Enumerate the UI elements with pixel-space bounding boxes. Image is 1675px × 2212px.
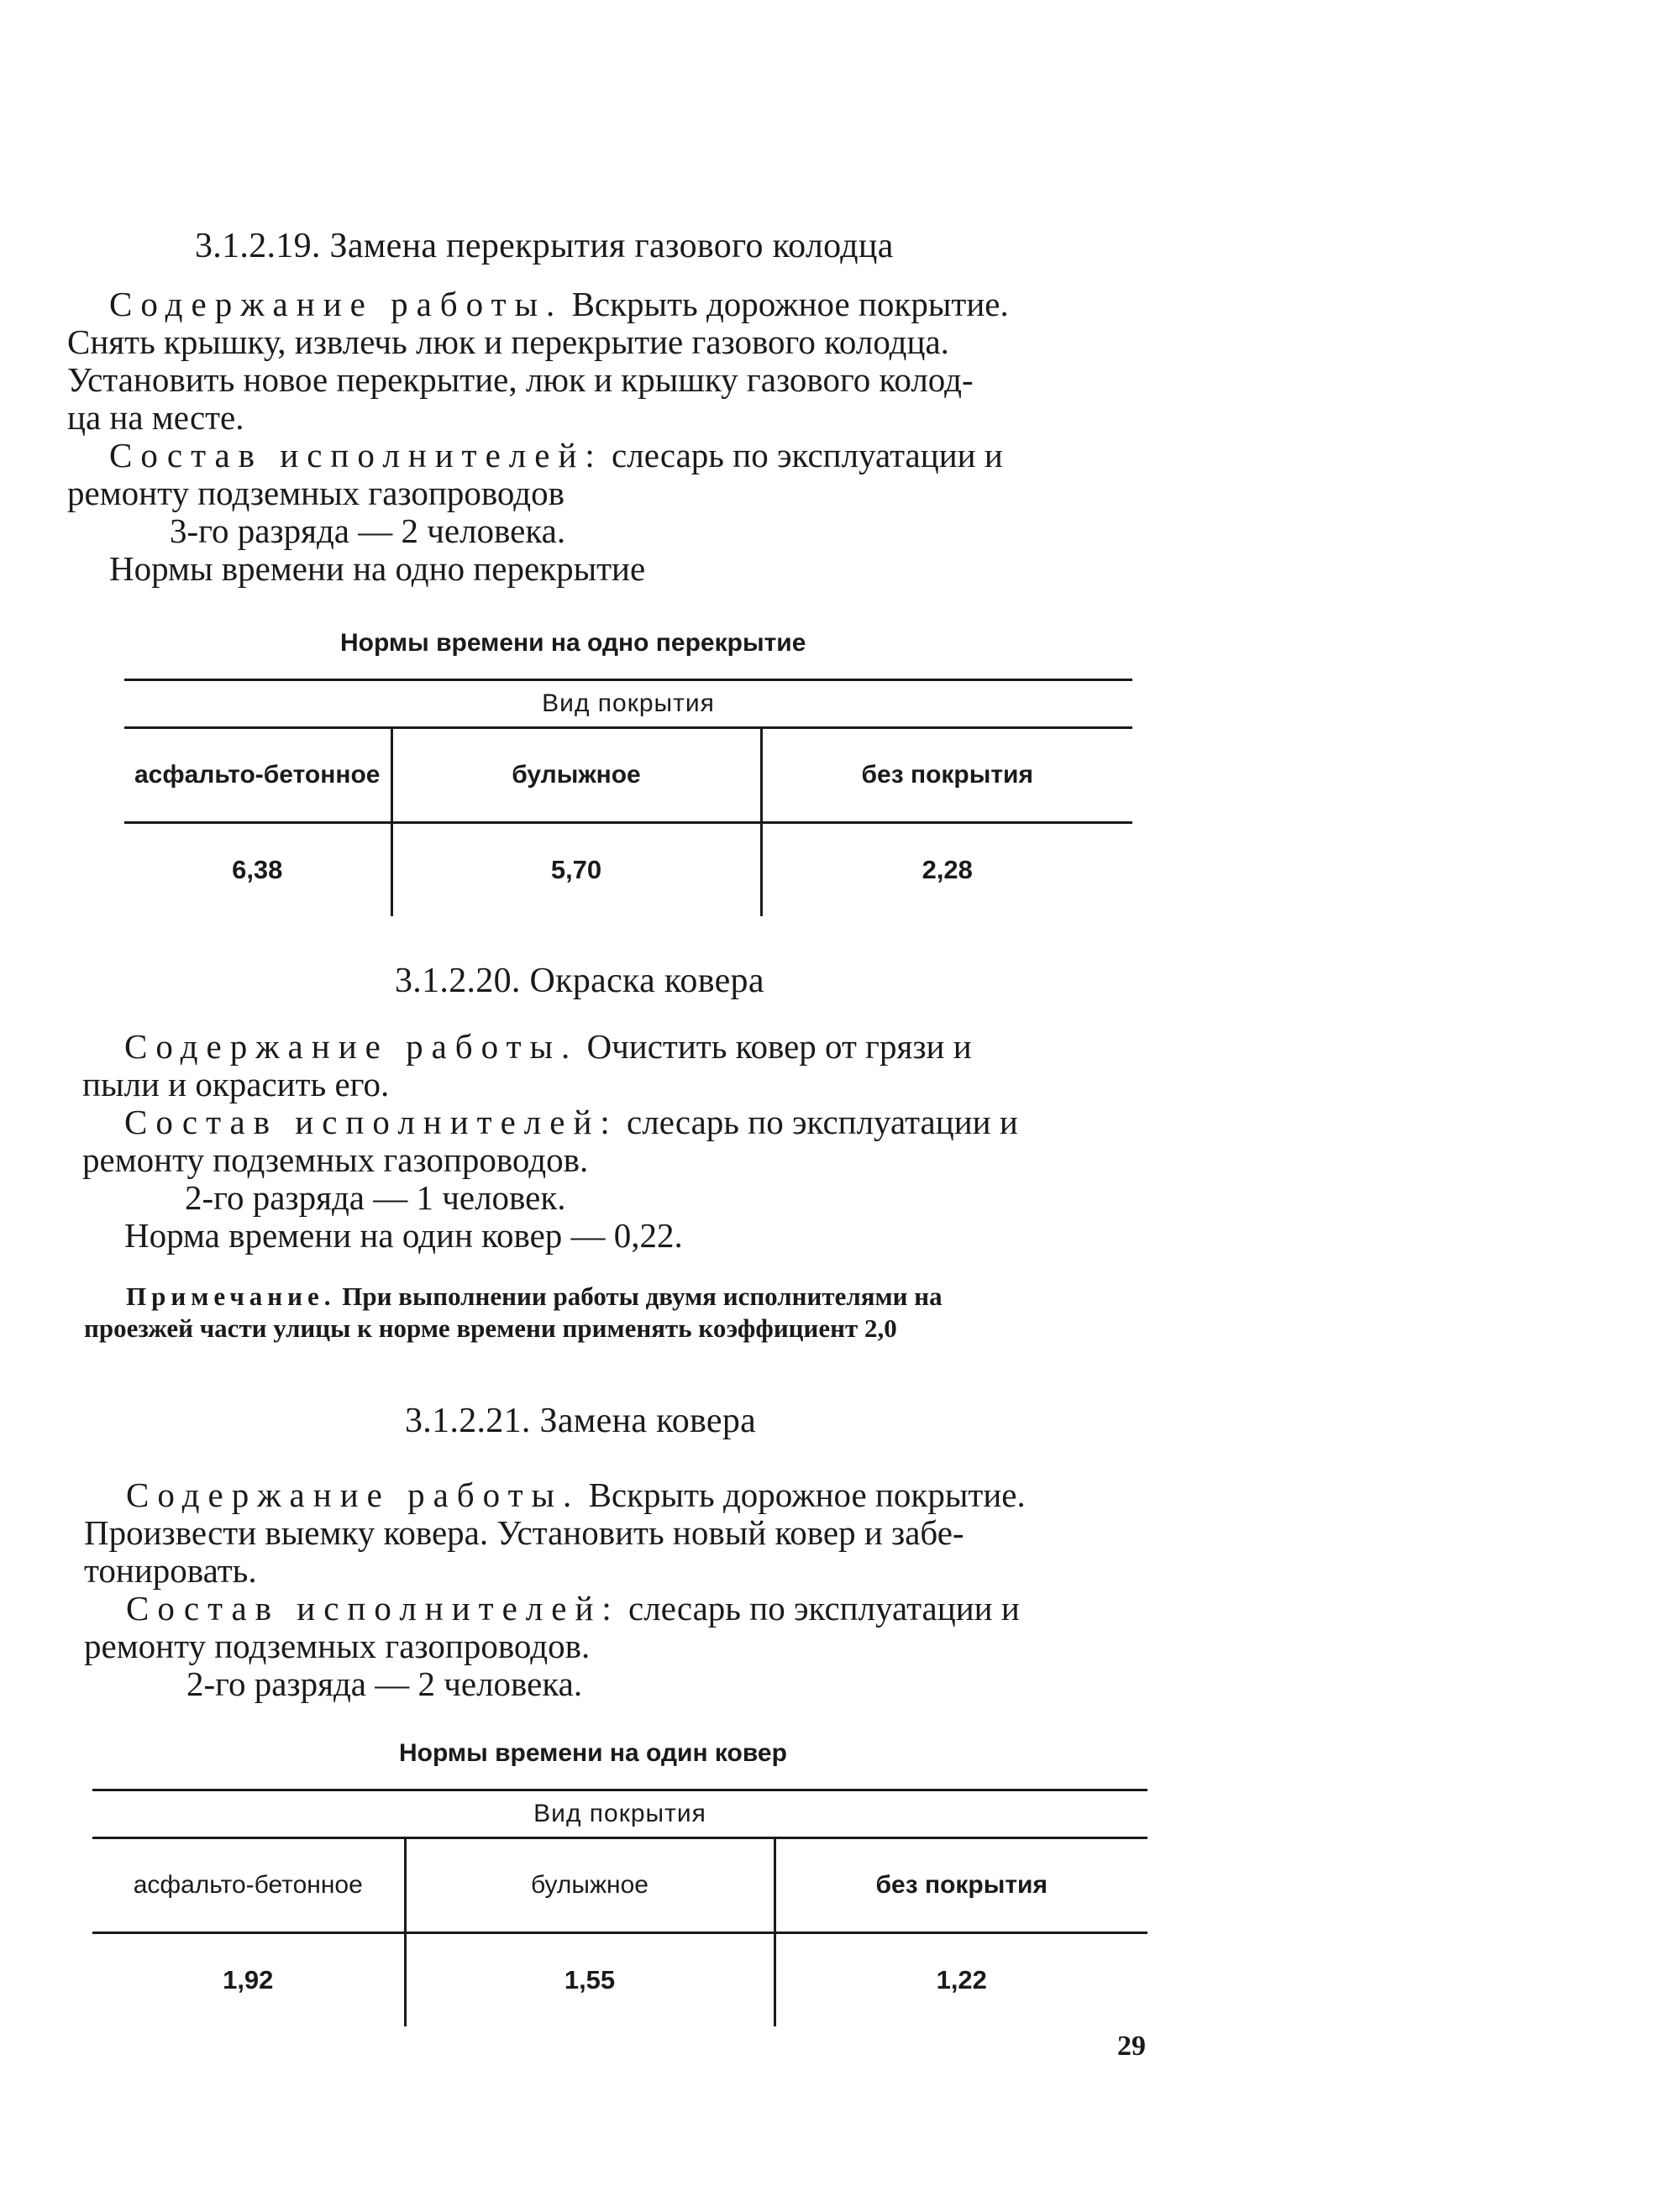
table-cell: 1,55: [405, 1933, 774, 2027]
staff-line: [67, 437, 1127, 474]
staff-line: [82, 1103, 1137, 1141]
content-line: пыли и окрасить его.: [82, 1065, 390, 1103]
staff-line: ремонту подземных газопроводов.: [82, 1140, 589, 1179]
staff-label: Состав исполнителей:: [126, 1589, 620, 1628]
staff-text: слесарь по эксплуатации и: [612, 436, 1003, 474]
staff-line: 3-го разряда — 2 человека.: [170, 511, 566, 550]
section-3-1-2-20-body: [82, 1028, 1137, 1255]
table-column-header: без покрытия: [774, 1838, 1147, 1933]
content-line: Произвести выемку ковера. Установить новый ковер и забе-: [84, 1513, 964, 1552]
note-line: проезжей части улицы к норме времени применять коэффициент 2,0: [84, 1313, 897, 1343]
table-column-header: булыжное: [405, 1838, 774, 1933]
table-group-header: Вид покрытия: [92, 1790, 1147, 1838]
content-text: Вскрыть дорожное покрытие.: [588, 1476, 1026, 1514]
staff-line: ремонту подземных газопроводов: [67, 474, 564, 512]
norm-line: Норма времени на один ковер — 0,22.: [124, 1216, 683, 1255]
section-3-1-2-19-body: [67, 286, 1127, 588]
content-line: [67, 286, 1127, 323]
table-caption: Нормы времени на один ковер: [399, 1739, 787, 1767]
staff-line: 2-го разряда — 2 человека.: [186, 1664, 583, 1703]
content-label: Содержание работы.: [109, 285, 564, 323]
staff-text: слесарь по эксплуатации и: [628, 1589, 1020, 1628]
note-text: При выполнении работы двумя исполнителями на: [342, 1282, 943, 1311]
staff-line: 2-го разряда — 1 человек.: [185, 1178, 566, 1217]
content-line: Снять крышку, извлечь люк и перекрытие газового колодца.: [67, 322, 949, 361]
page-number: 29: [1117, 2031, 1146, 2062]
section-heading-3-1-2-20: 3.1.2.20. Окраска ковера: [395, 962, 764, 1000]
section-heading-3-1-2-19: 3.1.2.19. Замена перекрытия газового колодца: [195, 227, 894, 265]
content-line: Установить новое перекрытие, люк и крышку газового колод-: [67, 360, 974, 399]
content-label: Содержание работы.: [124, 1027, 579, 1066]
content-line: [82, 1028, 1137, 1066]
table-column-header: асфальто-бетонное: [124, 728, 391, 823]
table-caption: Нормы времени на одно перекрытие: [340, 629, 806, 657]
section-heading-3-1-2-21: 3.1.2.21. Замена ковера: [405, 1402, 757, 1440]
table-row: [92, 1933, 1147, 2027]
table-cell: 5,70: [391, 823, 761, 917]
note-label: Примечание.: [126, 1282, 336, 1311]
table-column-header: асфальто-бетонное: [92, 1838, 405, 1933]
note-line: [84, 1281, 1142, 1313]
table-cell: 2,28: [761, 823, 1132, 917]
staff-text: слесарь по эксплуатации и: [627, 1103, 1018, 1141]
staff-line: ремонту подземных газопроводов.: [84, 1627, 591, 1665]
norms-table-3-1-2-21: [92, 1789, 1147, 2026]
content-line: [84, 1476, 1147, 1514]
norm-line: Нормы времени на одно перекрытие: [109, 549, 646, 588]
content-line: ца на месте.: [67, 398, 244, 437]
content-line: тонировать.: [84, 1551, 257, 1590]
section-3-1-2-21-body: [84, 1476, 1147, 1703]
table-cell: 1,22: [774, 1933, 1147, 2027]
note-3-1-2-20: [84, 1281, 1142, 1344]
table-row: [124, 823, 1132, 917]
table-cell: 6,38: [232, 855, 283, 884]
staff-label: Состав исполнителей:: [109, 436, 603, 474]
table-column-header: без покрытия: [761, 728, 1132, 823]
table-column-header: булыжное: [391, 728, 761, 823]
content-text: Вскрыть дорожное покрытие.: [571, 285, 1009, 323]
norms-table-3-1-2-19: [124, 679, 1132, 916]
staff-label: Состав исполнителей:: [124, 1103, 618, 1141]
table-cell: 1,92: [223, 1965, 274, 1994]
table-group-header: Вид покрытия: [124, 680, 1132, 728]
content-label: Содержание работы.: [126, 1476, 580, 1514]
staff-line: [84, 1590, 1147, 1628]
content-text: Очистить ковер от грязи и: [586, 1027, 972, 1066]
